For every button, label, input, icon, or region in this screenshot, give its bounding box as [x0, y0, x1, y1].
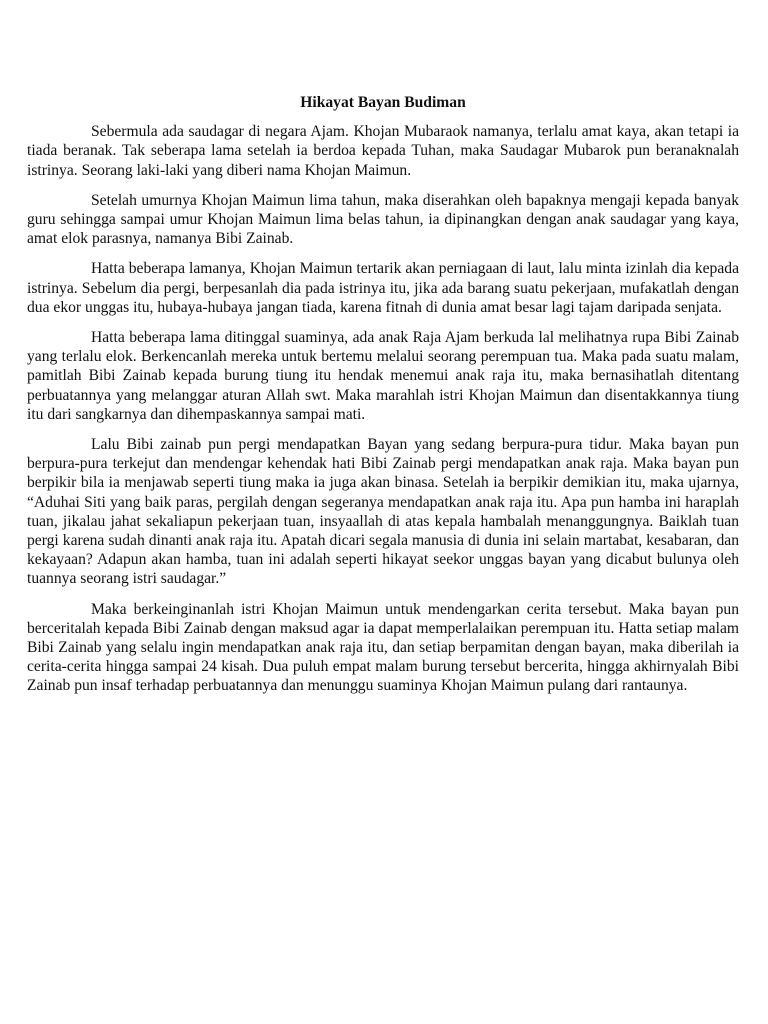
paragraph: Setelah umurnya Khojan Maimun lima tahun, maka diserahkan oleh bapaknya mengaji kepada banyak guru sehingga sampai umur Khojan Maimun lima belas tahun, ia dipinangkan dengan anak saudagar yang kaya, amat elok parasnya, namanya Bibi Zainab. [27, 191, 739, 248]
paragraph: Hatta beberapa lamanya, Khojan Maimun tertarik akan perniagaan di laut, lalu minta izinlah dia kepada istrinya. Sebelum dia pergi, berpesanlah dia pada istrinya itu, jika ada barang suatu pekerjaan, mufakatlah dengan dua ekor unggas itu, hubaya-hubaya jangan tiada, karena fitnah di dunia amat besar lagi tajam daripada senjata. [27, 260, 739, 316]
document-body [27, 93, 739, 707]
paragraph: Sebermula ada saudagar di negara Ajam. Khojan Mubaraok namanya, terlalu amat kaya, akan tetapi ia tiada beranak. Tak seberapa lama setelah ia berdoa kepada Tuhan, maka Saudagar Mubarok pun beranaknalah istrinya. Seorang laki-laki yang diberi nama Khojan Maimun. [27, 123, 739, 179]
paragraph: Lalu Bibi zainab pun pergi mendapatkan Bayan yang sedang berpura-pura tidur. Maka bayan pun berpura-pura terkejut dan mendengar kehendak hati Bibi Zainab pergi mendapatkan anak raja. Maka bayan pun berpikir bila ia menjawab seperti tiung maka ia juga akan binasa. Setelah ia berpikir demikian itu, maka ujarnya, “Aduhai Siti yang baik paras, pergilah dengan segeranya mendapatkan anak raja itu. Apa pun hamba ini haraplah tuan, jikalau jahat sekaliapun pekerjaan tuan, insyaallah di atas kepala hambalah menanggungnya. Baiklah tuan pergi karena sudah dinanti anak raja itu. Apatah dicari segala manusia di dunia ini selain martabat, kesabaran, dan kekayaan? Adapun akan hamba, tuan ini adalah seperti hikayat seekor unggas bayan yang dicabut bulunya oleh tuannya seorang istri saudagar.” [27, 436, 739, 588]
paragraph: Maka berkeinginanlah istri Khojan Maimun untuk mendengarkan cerita tersebut. Maka bayan pun berceritalah kepada Bibi Zainab dengan maksud agar ia dapat memperlalaikan perempuan itu. Hatta setiap malam Bibi Zainab yang selalu ingin mendapatkan anak raja itu, dan setiap berpamitan dengan bayan, maka diberilah ia cerita-cerita hingga sampai 24 kisah. Dua puluh empat malam burung tersebut bercerita, hingga akhirnyalah Bibi Zainab pun insaf terhadap perbuatannya dan menunggu suaminya Khojan Maimun pulang dari rantaunya. [27, 600, 739, 695]
paragraph: Hatta beberapa lama ditinggal suaminya, ada anak Raja Ajam berkuda lal melihatnya rupa Bibi Zainab yang terlalu elok. Berkencanlah mereka untuk bertemu melalui seorang perempuan tua. Maka pada suatu malam, pamitlah Bibi Zainab kepada burung tiung itu hendak menemui anak raja itu, maka bernasihatlah ditentang perbuatannya yang melanggar aturan Allah swt. Maka marahlah istri Khojan Maimun dan disentakkannya tiung itu dari sangkarnya dan dihempaskannya sampai mati. [27, 329, 739, 423]
document-title: Hikayat Bayan Budiman [300, 94, 466, 111]
